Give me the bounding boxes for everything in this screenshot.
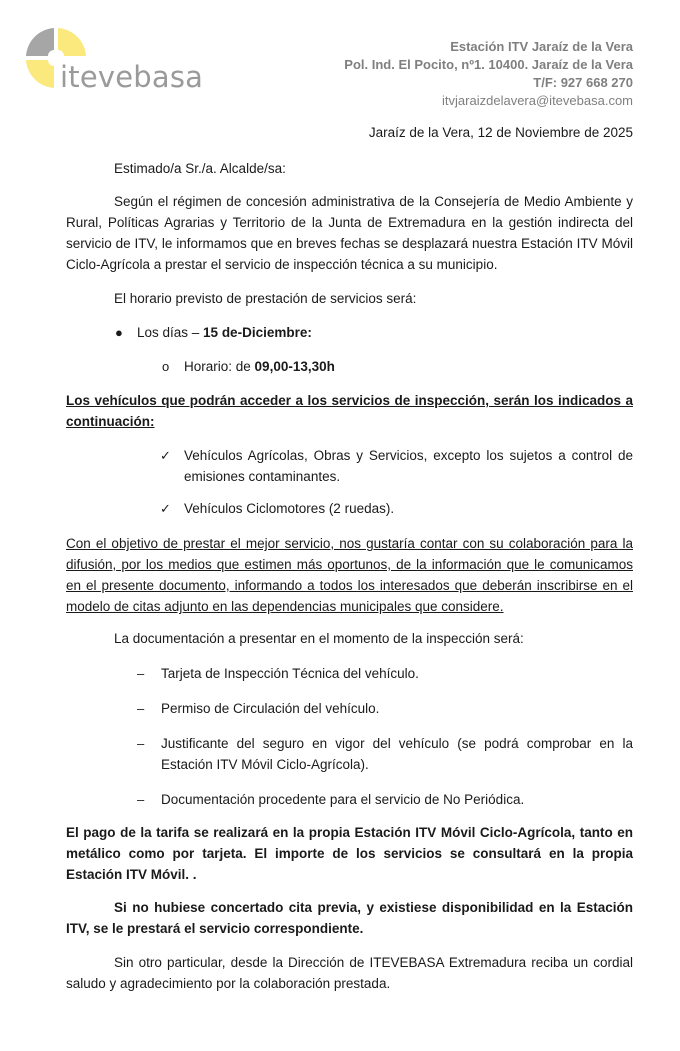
- collaboration-paragraph: [66, 533, 633, 617]
- intro-paragraph: [66, 191, 633, 275]
- documents-intro-text: La documentación a presentar en el momento de la inspección será:: [114, 631, 524, 646]
- vehicle-item-text: Vehículos Agrícolas, Obras y Servicios, excepto los sujetos a control de emisiones contaminantes.: [184, 448, 633, 484]
- dash-icon: –: [137, 701, 145, 716]
- station-phone: T/F: 927 668 270: [533, 75, 633, 90]
- station-address: Pol. Ind. El Pocito, nº1. 10400. Jaraíz de la Vera: [344, 57, 633, 72]
- document-item-text: Tarjeta de Inspección Técnica del vehículo.: [161, 666, 419, 681]
- hours-value: 09,00-13,30h: [254, 359, 335, 374]
- schedule-hours-item: [162, 356, 335, 377]
- no-appointment-text: Si no hubiese concertado cita previa, y existiese disponibilidad en la Estación ITV, se le prestará el servicio correspondiente.: [66, 900, 633, 936]
- hours-label: Horario: de: [184, 359, 255, 374]
- document-item: [137, 733, 633, 775]
- no-appointment-paragraph: [66, 897, 633, 939]
- schedule-intro-text: El horario previsto de prestación de servicios será:: [114, 291, 417, 306]
- checkmark-icon: ✓: [160, 448, 171, 463]
- vehicle-item: [160, 445, 633, 487]
- dash-icon: –: [137, 792, 145, 807]
- schedule-days-item: [115, 322, 312, 343]
- dash-icon: –: [137, 666, 145, 681]
- payment-text: El pago de la tarifa se realizará en la propia Estación ITV Móvil Ciclo-Agrícola, tanto en metálico como por tarjeta. El importe de los servicios se consultará en la propia Estación ITV Móvil. .: [66, 825, 633, 882]
- date-line: Jaraíz de la Vera, 12 de Noviembre de 2025: [368, 125, 633, 140]
- circle-bullet-icon: o: [162, 359, 170, 374]
- document-item-text: Permiso de Circulación del vehículo.: [161, 701, 380, 716]
- closing-paragraph: [66, 952, 633, 994]
- greeting-text: Estimado/a Sr./a. Alcalde/sa:: [114, 161, 286, 176]
- station-info: [344, 38, 633, 110]
- vehicles-heading-text: Los vehículos que podrán acceder a los servicios de inspección, serán los indicados a continuación:: [66, 393, 633, 429]
- document-item: [137, 698, 633, 719]
- greeting: [66, 158, 633, 179]
- company-logo: [24, 26, 204, 96]
- bullet-icon: ●: [115, 325, 123, 340]
- station-name: Estación ITV Jaraíz de la Vera: [450, 39, 633, 54]
- checkmark-icon: ✓: [160, 501, 171, 516]
- document-item: [137, 663, 633, 684]
- days-label: Los días –: [137, 325, 204, 340]
- intro-text: Según el régimen de concesión administrativa de la Consejería de Medio Ambiente y Rural, Políticas Agrarias y Territorio de la Junta de Extremadura en la gestión indirecta del servicio de ITV, le informamos que en breves fechas se desplazará nuestra Estación ITV Móvil Ciclo-Agrícola a prestar el servicio de inspección técnica a su municipio.: [66, 194, 633, 272]
- station-email[interactable]: itvjaraizdelavera@itevebasa.com: [442, 93, 633, 108]
- document-item-text: Documentación procedente para el servicio de No Periódica.: [161, 792, 525, 807]
- dash-icon: –: [137, 736, 145, 751]
- document-item: [137, 789, 633, 810]
- collaboration-text: Con el objetivo de prestar el mejor servicio, nos gustaría contar con su colaboración para la difusión, por los medios que estimen más oportunos, de la información que le comunicamos en el presente documento, informando a todos los interesados que deberán inscribirse en el modelo de citas adjunto en las dependencias municipales que considere.: [66, 536, 633, 614]
- documents-intro: [66, 628, 633, 649]
- vehicle-item-text: Vehículos Ciclomotores (2 ruedas).: [184, 501, 395, 516]
- document-item-text: Justificante del seguro en vigor del vehículo (se podrá comprobar en la Estación ITV Móvil Ciclo-Agrícola).: [161, 736, 633, 772]
- payment-paragraph: [66, 822, 633, 885]
- days-value: 15 de-Diciembre:: [203, 325, 312, 340]
- logo-text: itevebasa: [60, 60, 204, 94]
- schedule-intro: [66, 288, 633, 309]
- vehicles-heading: [66, 390, 633, 432]
- closing-text: Sin otro particular, desde la Dirección de ITEVEBASA Extremadura reciba un cordial saludo y agradecimiento por la colaboración prestada.: [66, 955, 633, 991]
- vehicle-item: [160, 498, 633, 519]
